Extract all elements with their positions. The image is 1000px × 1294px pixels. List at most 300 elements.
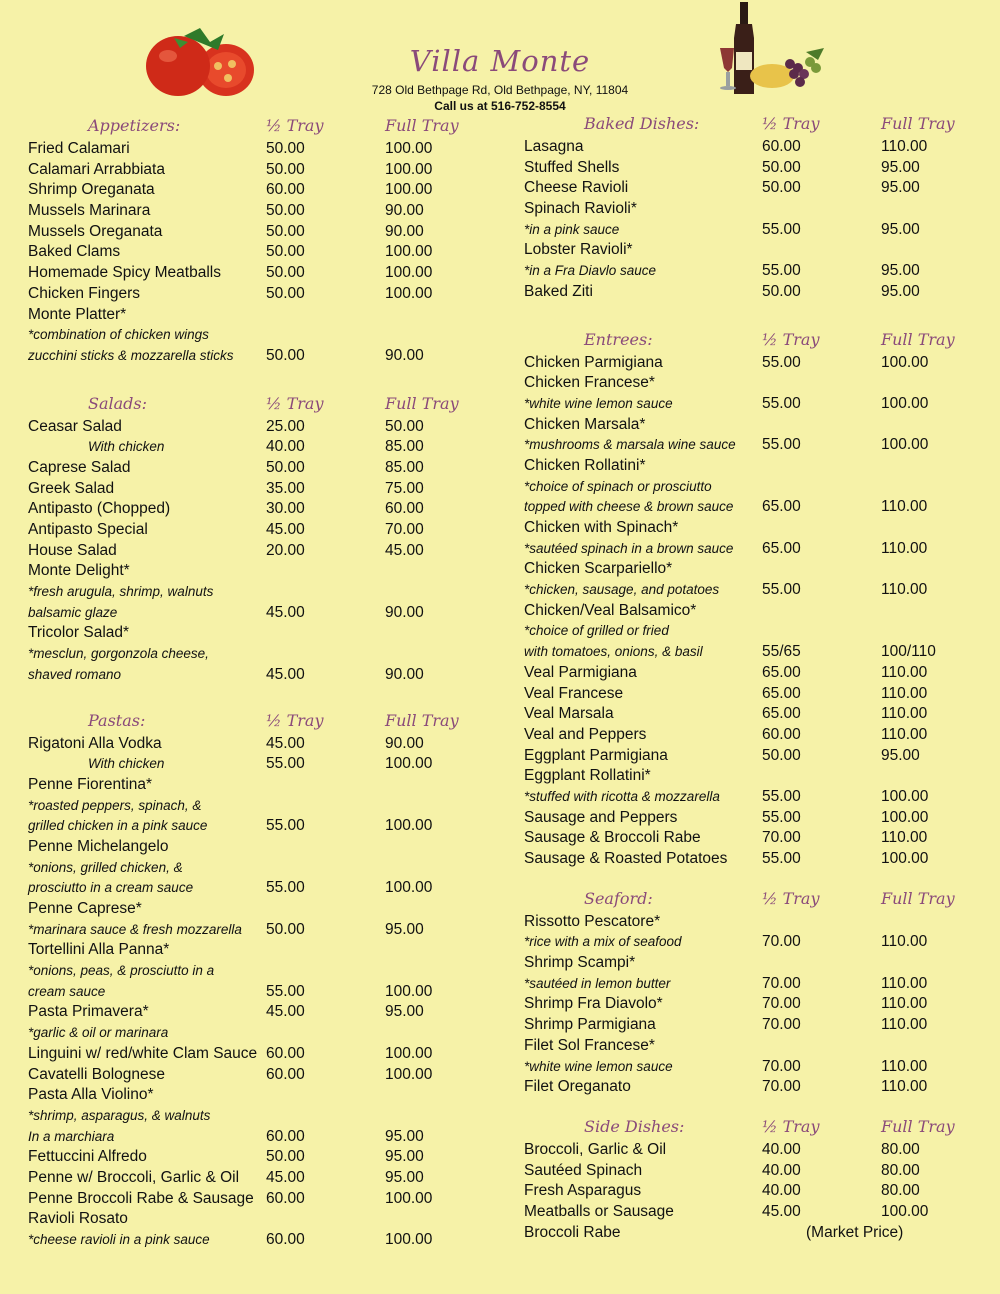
full-tray-price: 100.00 — [385, 817, 433, 835]
item-name: Mussels Marinara — [28, 202, 151, 220]
half-tray-price: 45.00 — [266, 665, 305, 683]
item-name: Fettuccini Alfredo — [28, 1148, 147, 1166]
full-tray-price: 100.00 — [385, 160, 433, 178]
item-name: House Salad — [28, 541, 117, 559]
menu-item — [28, 776, 488, 797]
section-title: Side Dishes: — [584, 1116, 685, 1136]
half-tray-header: ½ Tray — [266, 393, 324, 413]
menu-item — [28, 480, 488, 501]
item-description — [524, 1058, 984, 1079]
item-name: *marinara sauce & fresh mozzarella — [28, 921, 242, 937]
item-name: Pasta Primavera* — [28, 1003, 149, 1021]
item-name: With chicken — [88, 439, 165, 455]
item-name: prosciutto in a cream sauce — [28, 880, 194, 896]
item-name: *mesclun, gorgonzola cheese, — [28, 646, 209, 662]
full-tray-price: 100.00 — [385, 243, 433, 261]
menu-item — [524, 200, 984, 221]
half-tray-price: 55.00 — [762, 850, 801, 867]
item-description — [28, 1231, 488, 1252]
item-name: Cheese Ravioli — [524, 179, 629, 197]
full-tray-price: 110.00 — [881, 933, 928, 951]
full-tray-price: 100.00 — [385, 1189, 433, 1207]
item-description — [28, 962, 488, 983]
half-tray-price: 60.00 — [266, 1065, 305, 1083]
item-name: Sautéed Spinach — [524, 1161, 643, 1179]
menu-item — [524, 1141, 984, 1162]
item-name: Tricolor Salad* — [28, 624, 130, 642]
item-name: Cavatelli Bolognese — [28, 1065, 166, 1083]
item-name: *stuffed with ricotta & mozzarella — [524, 788, 720, 804]
menu-item — [524, 560, 984, 581]
menu-item — [28, 900, 488, 921]
section-header — [524, 114, 984, 138]
menu-item — [28, 223, 488, 244]
item-name: Eggplant Rollatini* — [524, 767, 651, 785]
item-description — [524, 975, 984, 996]
full-tray-price: 90.00 — [385, 222, 424, 240]
item-name: Broccoli, Garlic & Oil — [524, 1140, 667, 1158]
item-name: *sautéed spinach in a brown sauce — [524, 540, 734, 556]
item-name: Lobster Ravioli* — [524, 241, 633, 259]
full-tray-price: 95.00 — [881, 220, 920, 238]
right-menu-column — [524, 114, 984, 1244]
full-tray-price: 100.00 — [385, 181, 433, 199]
item-description — [28, 983, 488, 1004]
half-tray-price: 70.00 — [762, 933, 801, 951]
half-tray-price: 50.00 — [266, 284, 305, 302]
half-tray-price: 50.00 — [266, 920, 305, 938]
full-tray-header: Full Tray — [881, 329, 955, 349]
menu-item — [28, 941, 488, 962]
full-tray-price: 100.00 — [385, 1044, 433, 1062]
full-tray-price: 50.00 — [385, 417, 424, 435]
item-description — [524, 581, 984, 602]
item-name: *choice of spinach or prosciutto — [524, 478, 712, 494]
item-name: Monte Delight* — [28, 562, 130, 580]
full-tray-price: 100.00 — [385, 264, 433, 282]
half-tray-header: ½ Tray — [762, 114, 820, 133]
item-name: Penne Broccoli Rabe & Sausage — [28, 1189, 254, 1207]
item-name: Homemade Spicy Meatballs — [28, 264, 221, 282]
item-name: Chicken Francese* — [524, 374, 655, 392]
item-name: *sautéed in lemon butter — [524, 975, 671, 991]
full-tray-price: 80.00 — [881, 1140, 920, 1158]
half-tray-price: 55.00 — [762, 262, 801, 280]
item-name: Linguini w/ red/white Clam Sauce — [28, 1044, 258, 1062]
menu-item — [28, 161, 488, 182]
full-tray-price: 110.00 — [881, 539, 928, 557]
menu-item — [28, 1210, 488, 1231]
item-description — [28, 604, 488, 625]
half-tray-price: 50.00 — [266, 202, 305, 220]
item-name: Antipasto (Chopped) — [28, 500, 171, 518]
half-tray-price: 55.00 — [762, 808, 801, 826]
half-tray-price: 30.00 — [266, 500, 305, 518]
menu-section-side-dishes — [524, 1117, 984, 1244]
half-tray-price: 35.00 — [266, 479, 305, 497]
half-tray-price: 45.00 — [266, 521, 305, 538]
item-name: topped with cheese & brown sauce — [524, 499, 734, 515]
half-tray-price: 55.00 — [266, 982, 305, 1000]
menu-item — [524, 457, 984, 478]
full-tray-price: 70.00 — [385, 521, 424, 538]
item-name: Sausage and Peppers — [524, 808, 678, 826]
full-tray-price: 100.00 — [385, 755, 433, 773]
restaurant-address: 728 Old Bethpage Rd, Old Bethpage, NY, 11804 — [371, 83, 629, 97]
full-tray-price: 110.00 — [881, 995, 928, 1013]
half-tray-price: 70.00 — [762, 1016, 801, 1034]
menu-item — [524, 954, 984, 975]
item-name: Veal Marsala — [524, 705, 614, 723]
half-tray-price: 45.00 — [266, 1168, 305, 1186]
item-name: *garlic & oil or marinara — [28, 1025, 169, 1041]
item-description — [524, 622, 984, 643]
half-tray-header: ½ Tray — [762, 1116, 820, 1136]
half-tray-price: 55.00 — [266, 879, 305, 897]
item-description — [524, 262, 984, 283]
item-name: Shrimp Fra Diavolo* — [524, 995, 663, 1013]
full-tray-price: 100.00 — [385, 1065, 433, 1083]
item-description — [28, 879, 488, 900]
item-name: *in a Fra Diavlo sauce — [524, 263, 657, 279]
item-name: *white wine lemon sauce — [524, 1058, 673, 1074]
full-tray-header: Full Tray — [881, 1116, 955, 1136]
item-name: Stuffed Shells — [524, 158, 620, 176]
item-name: Monte Platter* — [28, 305, 127, 323]
menu-item — [524, 850, 984, 871]
item-name: Spinach Ravioli* — [524, 200, 637, 218]
item-name: with tomatoes, onions, & basil — [524, 644, 703, 660]
half-tray-price: 55.00 — [266, 755, 305, 773]
half-tray-price: 40.00 — [762, 1182, 801, 1200]
full-tray-price: 85.00 — [385, 458, 424, 476]
section-title: Seaford: — [584, 888, 653, 908]
full-tray-price: 95.00 — [385, 1127, 424, 1145]
menu-item — [28, 735, 488, 756]
half-tray-price: 45.00 — [762, 1202, 801, 1220]
item-name: Shrimp Scampi* — [524, 954, 636, 972]
half-tray-price: 55/65 — [762, 643, 801, 661]
full-tray-price: 90.00 — [385, 734, 424, 752]
menu-section-baked-dishes — [524, 114, 984, 304]
full-tray-header: Full Tray — [385, 710, 459, 730]
half-tray-price: 55.00 — [762, 787, 801, 805]
item-description — [28, 645, 488, 666]
section-title: Entrees: — [584, 329, 653, 349]
menu-item — [524, 602, 984, 623]
section-title: Appetizers: — [88, 116, 181, 135]
full-tray-price: 100.00 — [385, 1231, 433, 1248]
full-tray-price: 100.00 — [881, 1202, 929, 1220]
full-tray-price: 75.00 — [385, 479, 424, 497]
menu-item — [524, 354, 984, 375]
half-tray-price: 60.00 — [266, 1044, 305, 1062]
item-name: Mussels Oreganata — [28, 222, 163, 240]
item-name: Veal Parmigiana — [524, 663, 637, 681]
full-tray-price: 100.00 — [881, 808, 929, 826]
item-name: *rice with a mix of seafood — [524, 934, 682, 950]
half-tray-price: 40.00 — [266, 438, 305, 456]
item-name: Pasta Alla Violino* — [28, 1086, 154, 1104]
full-tray-price: 95.00 — [385, 1003, 424, 1021]
item-name: Greek Salad — [28, 479, 115, 497]
full-tray-price: 110.00 — [881, 663, 928, 681]
item-description — [28, 666, 488, 687]
menu-item — [524, 1078, 984, 1099]
item-name: Filet Sol Francese* — [524, 1036, 655, 1054]
full-tray-price: 110.00 — [881, 725, 928, 743]
item-name: Meatballs or Sausage — [524, 1202, 674, 1220]
full-tray-price: 95.00 — [881, 746, 920, 764]
item-description — [524, 933, 984, 954]
menu-item — [28, 140, 488, 161]
menu-item — [28, 562, 488, 583]
item-name: Penne Michelangelo — [28, 837, 169, 855]
full-tray-header: Full Tray — [881, 114, 955, 133]
menu-item — [28, 521, 488, 542]
item-description — [28, 817, 488, 838]
full-tray-price: 85.00 — [385, 438, 424, 456]
half-tray-price: 40.00 — [762, 1161, 801, 1179]
half-tray-price: 70.00 — [762, 1057, 801, 1075]
item-name: Chicken Fingers — [28, 284, 140, 302]
menu-section-salads — [28, 394, 488, 687]
half-tray-price: 65.00 — [762, 539, 801, 557]
menu-item — [524, 1037, 984, 1058]
full-tray-price: 110.00 — [881, 684, 928, 702]
item-name: Fried Calamari — [28, 140, 130, 157]
menu-item — [28, 181, 488, 202]
item-name: Broccoli Rabe — [524, 1223, 621, 1241]
menu-item — [28, 243, 488, 264]
full-tray-price: 45.00 — [385, 541, 424, 559]
item-name: Fresh Asparagus — [524, 1182, 642, 1200]
full-tray-price: 95.00 — [881, 282, 920, 300]
half-tray-price: 50.00 — [266, 243, 305, 261]
section-header — [524, 330, 984, 354]
full-tray-header: Full Tray — [385, 116, 459, 135]
half-tray-price: 45.00 — [266, 603, 305, 621]
full-tray-price: 110.00 — [881, 829, 928, 847]
item-name: shaved romano — [28, 666, 122, 682]
half-tray-price: 55.00 — [762, 394, 801, 412]
left-menu-column — [28, 116, 488, 1252]
item-name: Antipasto Special — [28, 521, 148, 538]
menu-item — [524, 1203, 984, 1224]
item-name: Baked Ziti — [524, 282, 593, 300]
item-description — [28, 1107, 488, 1128]
item-description — [524, 788, 984, 809]
half-tray-price: 60.00 — [266, 181, 305, 199]
menu-item — [524, 809, 984, 830]
half-tray-price: 50.00 — [762, 746, 801, 764]
menu-item — [524, 767, 984, 788]
item-description — [28, 859, 488, 880]
item-name: Chicken with Spinach* — [524, 519, 679, 536]
item-name: *shrimp, asparagus, & walnuts — [28, 1107, 211, 1123]
item-name: zucchini sticks & mozzarella sticks — [28, 347, 234, 363]
menu-item — [524, 1016, 984, 1037]
half-tray-price: 60.00 — [266, 1231, 305, 1248]
half-tray-price: 60.00 — [266, 1189, 305, 1207]
menu-item — [28, 306, 488, 327]
item-description — [524, 478, 984, 499]
item-name: Veal Francese — [524, 684, 624, 702]
market-price: (Market Price) — [806, 1223, 904, 1241]
item-description — [28, 326, 488, 347]
half-tray-price: 45.00 — [266, 734, 305, 752]
item-name: Ceasar Salad — [28, 417, 122, 435]
item-name: Chicken Marsala* — [524, 415, 646, 433]
half-tray-price: 70.00 — [762, 995, 801, 1013]
half-tray-price: 25.00 — [266, 417, 305, 435]
item-description — [524, 395, 984, 416]
item-name: Calamari Arrabbiata — [28, 160, 165, 178]
item-name: *cheese ravioli in a pink sauce — [28, 1232, 210, 1247]
menu-item — [28, 1066, 488, 1087]
restaurant-name: Villa Monte — [409, 44, 591, 78]
item-description — [524, 540, 984, 561]
menu-item — [524, 1182, 984, 1203]
full-tray-price: 90.00 — [385, 346, 424, 364]
half-tray-price: 65.00 — [762, 663, 801, 681]
item-name: Filet Oreganato — [524, 1078, 631, 1096]
half-tray-price: 70.00 — [762, 974, 801, 992]
half-tray-price: 50.00 — [266, 458, 305, 476]
half-tray-price: 65.00 — [762, 498, 801, 516]
full-tray-price: 110.00 — [881, 1057, 928, 1075]
item-description — [524, 221, 984, 242]
item-name: *fresh arugula, shrimp, walnuts — [28, 584, 214, 600]
section-header — [524, 889, 984, 913]
item-name: Lasagna — [524, 138, 584, 155]
item-name: Sausage & Roasted Potatoes — [524, 850, 728, 867]
half-tray-price: 45.00 — [266, 1003, 305, 1021]
full-tray-price: 95.00 — [881, 179, 920, 197]
item-description — [28, 921, 488, 942]
menu-item — [28, 1190, 488, 1211]
item-description — [524, 436, 984, 457]
menu-item — [524, 241, 984, 262]
full-tray-price: 110.00 — [881, 705, 928, 723]
full-tray-price: 110.00 — [881, 581, 928, 599]
item-name: Sausage & Broccoli Rabe — [524, 829, 701, 847]
menu-item — [28, 1086, 488, 1107]
menu-item — [28, 1169, 488, 1190]
item-description — [28, 797, 488, 818]
item-name: Tortellini Alla Panna* — [28, 941, 170, 959]
full-tray-price: 90.00 — [385, 603, 424, 621]
full-tray-price: 110.00 — [881, 498, 928, 516]
item-name: With chicken — [88, 756, 165, 772]
full-tray-price: 100.00 — [881, 787, 929, 805]
menu-item — [524, 374, 984, 395]
half-tray-price: 55.00 — [266, 817, 305, 835]
full-tray-price: 100.00 — [881, 394, 929, 412]
full-tray-price: 100.00 — [881, 353, 929, 371]
half-tray-price: 50.00 — [762, 158, 801, 176]
restaurant-phone: Call us at 516-752-8554 — [434, 99, 566, 113]
item-name: Chicken Scarpariello* — [524, 560, 673, 578]
half-tray-price: 55.00 — [762, 353, 801, 371]
half-tray-price: 70.00 — [762, 829, 801, 847]
menu-header — [0, 0, 1000, 120]
item-name: Chicken/Veal Balsamico* — [524, 601, 697, 619]
menu-item — [28, 1148, 488, 1169]
full-tray-price: 110.00 — [881, 974, 928, 992]
full-tray-price: 100.00 — [385, 879, 433, 897]
section-header — [28, 711, 488, 735]
menu-item — [28, 500, 488, 521]
item-name: balsamic glaze — [28, 604, 118, 620]
full-tray-price: 90.00 — [385, 202, 424, 220]
menu-section-pastas — [28, 711, 488, 1252]
menu-item — [524, 829, 984, 850]
item-name: *in a pink sauce — [524, 221, 620, 237]
half-tray-price: 55.00 — [762, 581, 801, 599]
menu-item — [524, 519, 984, 540]
half-tray-price: 55.00 — [762, 436, 801, 454]
section-title: Pastas: — [88, 710, 146, 730]
menu-item — [524, 726, 984, 747]
menu-item — [524, 416, 984, 437]
half-tray-price: 20.00 — [266, 541, 305, 559]
item-name: Shrimp Oreganata — [28, 181, 155, 199]
menu-section-appetizers — [28, 116, 488, 368]
menu-item — [28, 624, 488, 645]
menu-item — [28, 1045, 488, 1066]
half-tray-price: 40.00 — [762, 1140, 801, 1158]
section-header — [28, 394, 488, 418]
full-tray-price: 100/110 — [881, 643, 936, 661]
menu-item — [524, 159, 984, 180]
item-name: grilled chicken in a pink sauce — [28, 818, 208, 834]
menu-item — [28, 202, 488, 223]
menu-item — [28, 838, 488, 859]
full-tray-price: 100.00 — [881, 436, 929, 454]
item-name: *white wine lemon sauce — [524, 395, 673, 411]
menu-item — [524, 283, 984, 304]
menu-item — [524, 138, 984, 159]
item-name: Veal and Peppers — [524, 725, 647, 743]
full-tray-price: 80.00 — [881, 1182, 920, 1200]
menu-item — [28, 755, 488, 776]
menu-item — [524, 179, 984, 200]
item-name: Eggplant Parmigiana — [524, 746, 668, 764]
half-tray-price: 55.00 — [762, 220, 801, 238]
half-tray-price: 65.00 — [762, 705, 801, 723]
menu-item — [28, 418, 488, 439]
item-name: Chicken Parmigiana — [524, 353, 663, 371]
full-tray-price: 100.00 — [385, 982, 433, 1000]
full-tray-price: 110.00 — [881, 1078, 928, 1096]
full-tray-price: 100.00 — [385, 140, 433, 157]
item-name: Shrimp Parmigiana — [524, 1016, 656, 1034]
item-description — [524, 643, 984, 664]
menu-item — [28, 1003, 488, 1024]
full-tray-price: 60.00 — [385, 500, 424, 518]
full-tray-price: 90.00 — [385, 665, 424, 683]
half-tray-price: 65.00 — [762, 684, 801, 702]
full-tray-price: 95.00 — [881, 158, 920, 176]
half-tray-price: 50.00 — [762, 282, 801, 300]
half-tray-header: ½ Tray — [266, 710, 324, 730]
half-tray-price: 50.00 — [762, 179, 801, 197]
item-description — [28, 1024, 488, 1045]
item-name: Rigatoni Alla Vodka — [28, 734, 162, 752]
menu-item — [28, 438, 488, 459]
item-description — [28, 347, 488, 368]
